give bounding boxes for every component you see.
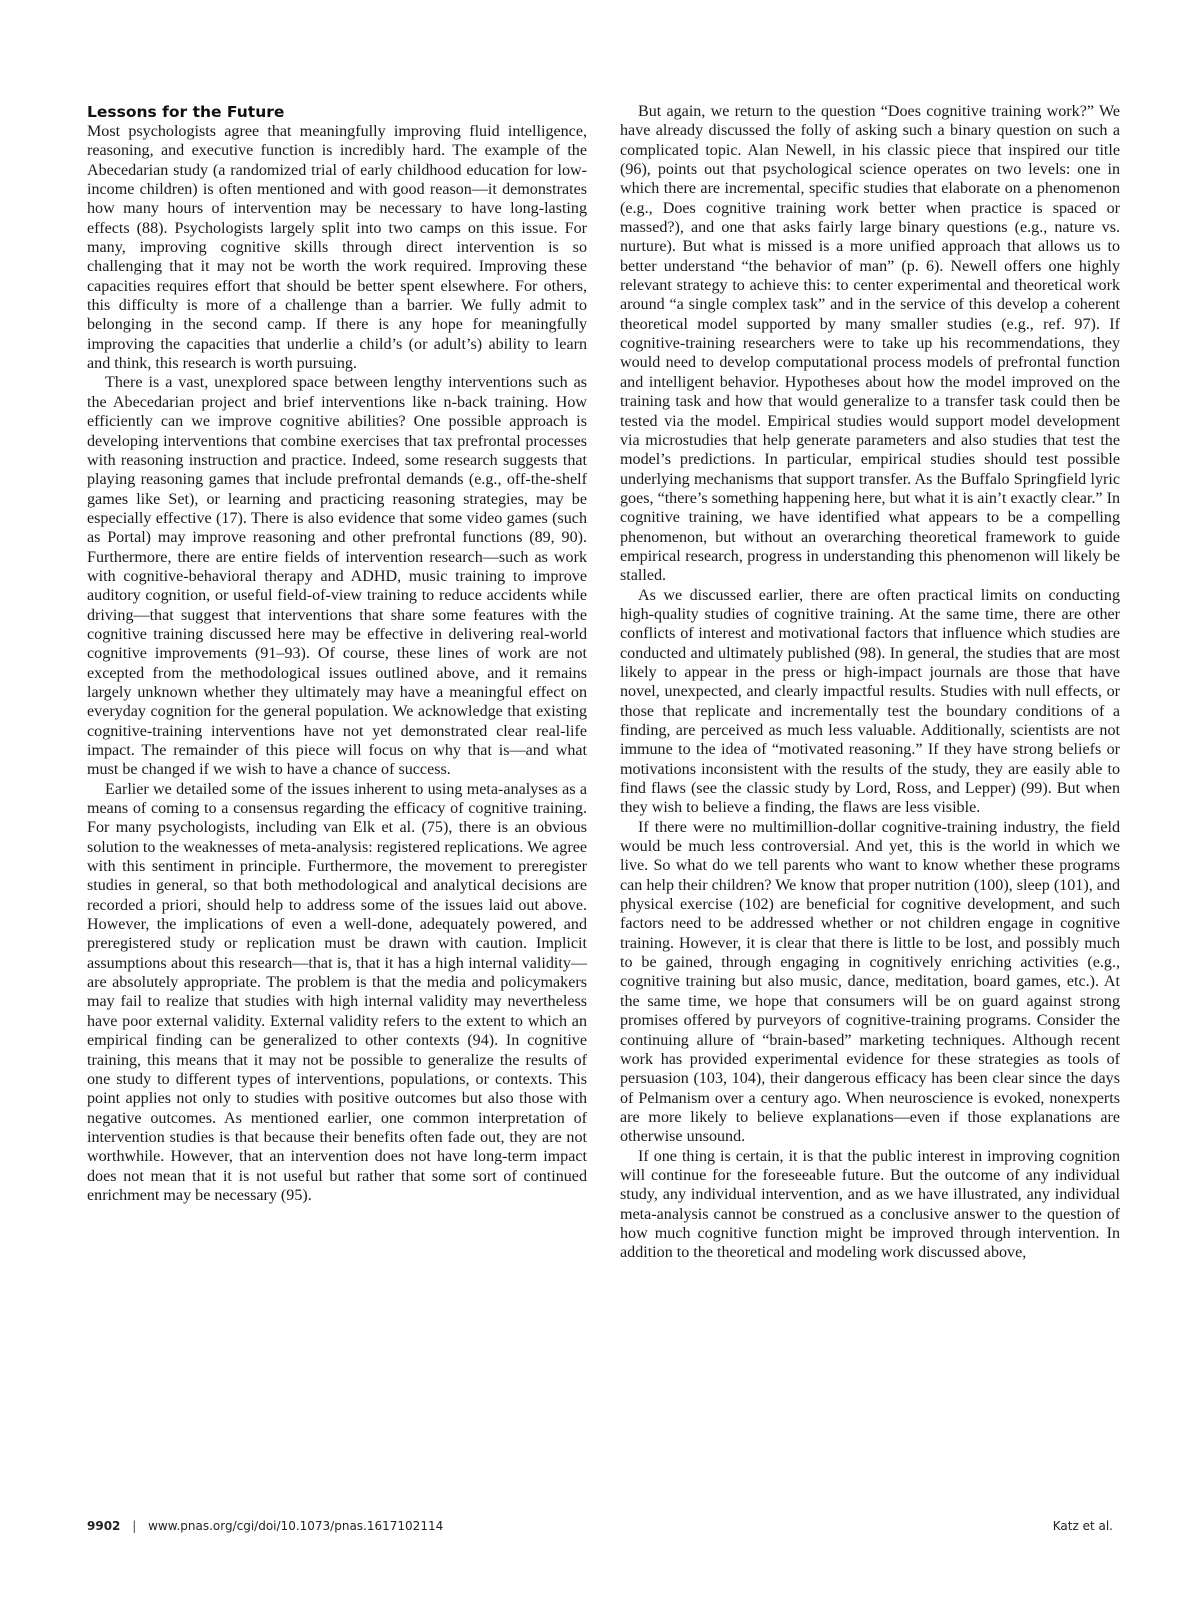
paragraph-2: There is a vast, unexplored space between lengthy interventions such as the Abecedarian project and brief interventions like n-back training. How efficiently can we improve cognitive abilities? One possible approach is developing interventions that combine exercises that tax prefrontal processes with reasoning instruction and practice. Indeed, some research suggests that playing reasoning games that include prefrontal demands (e.g., off-the-shelf games like Set), or learning and practicing reasoning strategies, may be especially effective (17). There is also evidence that some video games (such as Portal) may improve reasoning and other prefrontal functions (89, 90). Furthermore, there are entire fields of intervention research—such as work with cognitive-behavioral therapy and ADHD, music training to improve auditory cognition, or useful field-of-view training to reduce accidents while driving—that suggest that interventions that share some features with the cognitive training discussed here may be effective in delivering real-world cognitive improvements (91–93). Of course, these lines of work are not excepted from the methodological issues outlined above, and it remains largely unknown whether they ultimately may have a meaningful effect on everyday cognition for the general population. We acknowledge that existing cognitive-training interventions have not yet demonstrated clear real-life impact. The remainder of this piece will focus on why that is—and what must be changed if we wish to have a chance of success. <box>87 374 587 779</box>
page-footer <box>87 1519 1113 1539</box>
section-heading: Lessons for the Future <box>87 103 285 121</box>
footer-separator: | <box>132 1519 137 1533</box>
page-number: 9902 <box>87 1519 121 1533</box>
author-credit: Katz et al. <box>1052 1519 1113 1533</box>
paragraph-1: Most psychologists agree that meaningfully improving fluid intelligence, reasoning, and executive function is incredibly hard. The example of the Abecedarian study (a randomized trial of early childhood education for low-income children) is often mentioned and with good reason—it demonstrates how many hours of intervention may be necessary to have long-lasting effects (88). Psychologists largely split into two camps on this issue. For many, improving cognitive skills through direct intervention is so challenging that it may not be worth the work required. Improving these capacities requires effort that should be better spent elsewhere. For others, this difficulty is more of a challenge than a barrier. We fully admit to belonging in the second camp. If there is any hope for meaningfully improving the capacities that underlie a child’s (or adult’s) ability to learn and think, this research is worth pursuing. <box>87 123 587 373</box>
doi-link[interactable]: www.pnas.org/cgi/doi/10.1073/pnas.1617102114 <box>148 1519 444 1533</box>
paragraph-6: If there were no multimillion-dollar cognitive-training industry, the field would be much less controversial. And yet, this is the world in which we live. So what do we tell parents who want to know whether these programs can help their children? We know that proper nutrition (100), sleep (101), and physical exercise (102) are beneficial for cognitive development, and such factors need to be addressed whether or not children engage in cognitive training. However, it is clear that there is little to be lost, and possibly much to be gained, through engaging in cognitively enriching activities (e.g., cognitive training but also music, dance, meditation, board games, etc.). At the same time, we hope that consumers will be on guard against strong promises offered by purveyors of cognitive-training programs. Consider the continuing allure of “brain-based” marketing techniques. Although recent work has provided experimental evidence for these strategies as tools of persuasion (103, 104), their dangerous efficacy has been clear since the days of Pelmanism over a century ago. When neuroscience is evoked, nonexperts are more likely to believe explanations—even if those explanations are otherwise unsound. <box>620 818 1120 1146</box>
left-column <box>87 102 587 1205</box>
paragraph-4: But again, we return to the question “Does cognitive training work?” We have already discussed the folly of asking such a binary question on such a complicated topic. Alan Newell, in his classic piece that inspired our title (96), points out that psychological science operates on two levels: one in which there are incremental, specific studies that elaborate on a phenomenon (e.g., Does cognitive training work better when practice is spaced or massed?), and one that asks fairly large binary questions (e.g., nature vs. nurture). But what is missed is a more unified approach that allows us to better understand “the behavior of man” (p. 6). Newell offers one highly relevant strategy to achieve this: to center experimental and theoretical work around “a single complex task” and in the service of this develop a coherent theoretical model supported by many smaller studies (e.g., ref. 97). If cognitive-training researchers were to take up his recommendations, they would need to develop computational process models of prefrontal function and intelligent behavior. Hypotheses about how the model improved on the training task and how that would generalize to a transfer task could then be tested via the model. Empirical studies would support model development via microstudies that help generate parameters and also studies that test the model’s predictions. In particular, empirical studies should test possible underlying mechanisms that support transfer. As the Buffalo Springfield lyric goes, “there’s something happening here, but what it is ain’t exactly clear.” In cognitive training, we have identified what appears to be a compelling phenomenon, but without an overarching theoretical framework to guide empirical research, progress in understanding this phenomenon will likely be stalled. <box>620 103 1120 585</box>
paragraph-3: Earlier we detailed some of the issues inherent to using meta-analyses as a means of coming to a consensus regarding the efficacy of cognitive training. For many psychologists, including van Elk et al. (75), there is an obvious solution to the weaknesses of meta-analysis: registered replications. We agree with this sentiment in principle. Furthermore, the movement to preregister studies in general, so that both methodological and analytical decisions are recorded a priori, should help to address some of the issues laid out above. However, the implications of even a well-done, adequately powered, and preregistered study or replication must be drawn with caution. Implicit assumptions about this research—that is, that it has a high internal validity—are absolutely appropriate. The problem is that the media and policymakers may fail to realize that studies with high internal validity may nevertheless have poor external validity. External validity refers to the extent to which an empirical finding can be generalized to other contexts (94). In cognitive training, this means that it may not be possible to generalize the results of one study to different types of interventions, populations, or contexts. This point applies not only to studies with positive outcomes but also those with negative outcomes. As mentioned earlier, one common interpretation of intervention studies is that because their benefits often fade out, they are not worthwhile. However, that an intervention does not have long-term impact does not mean that it is not useful but rather that some sort of continued enrichment may be necessary (95). <box>87 780 587 1204</box>
right-column <box>620 102 1120 1263</box>
paragraph-5: As we discussed earlier, there are often practical limits on conducting high-quality studies of cognitive training. At the same time, there are other conflicts of interest and motivational factors that influence which studies are conducted and ultimately published (98). In general, the studies that are most likely to appear in the press or high-impact journals are those that have novel, unexpected, and clearly impactful results. Studies with null effects, or those that replicate and incrementally test the boundary conditions of a finding, are perceived as much less valuable. Additionally, scientists are not immune to the idea of “motivated reasoning.” If they have strong beliefs or motivations inconsistent with the results of the study, they are easily able to find flaws (see the classic study by Lord, Ross, and Lepper) (99). But when they wish to believe a finding, the flaws are less visible. <box>620 586 1120 817</box>
paragraph-7: If one thing is certain, it is that the public interest in improving cognition will continue for the foreseeable future. But the outcome of any individual study, any individual intervention, and as we have illustrated, any individual meta-analysis cannot be construed as a conclusive answer to the question of how much cognitive function might be improved through intervention. In addition to the theoretical and modeling work discussed above, <box>620 1147 1120 1262</box>
